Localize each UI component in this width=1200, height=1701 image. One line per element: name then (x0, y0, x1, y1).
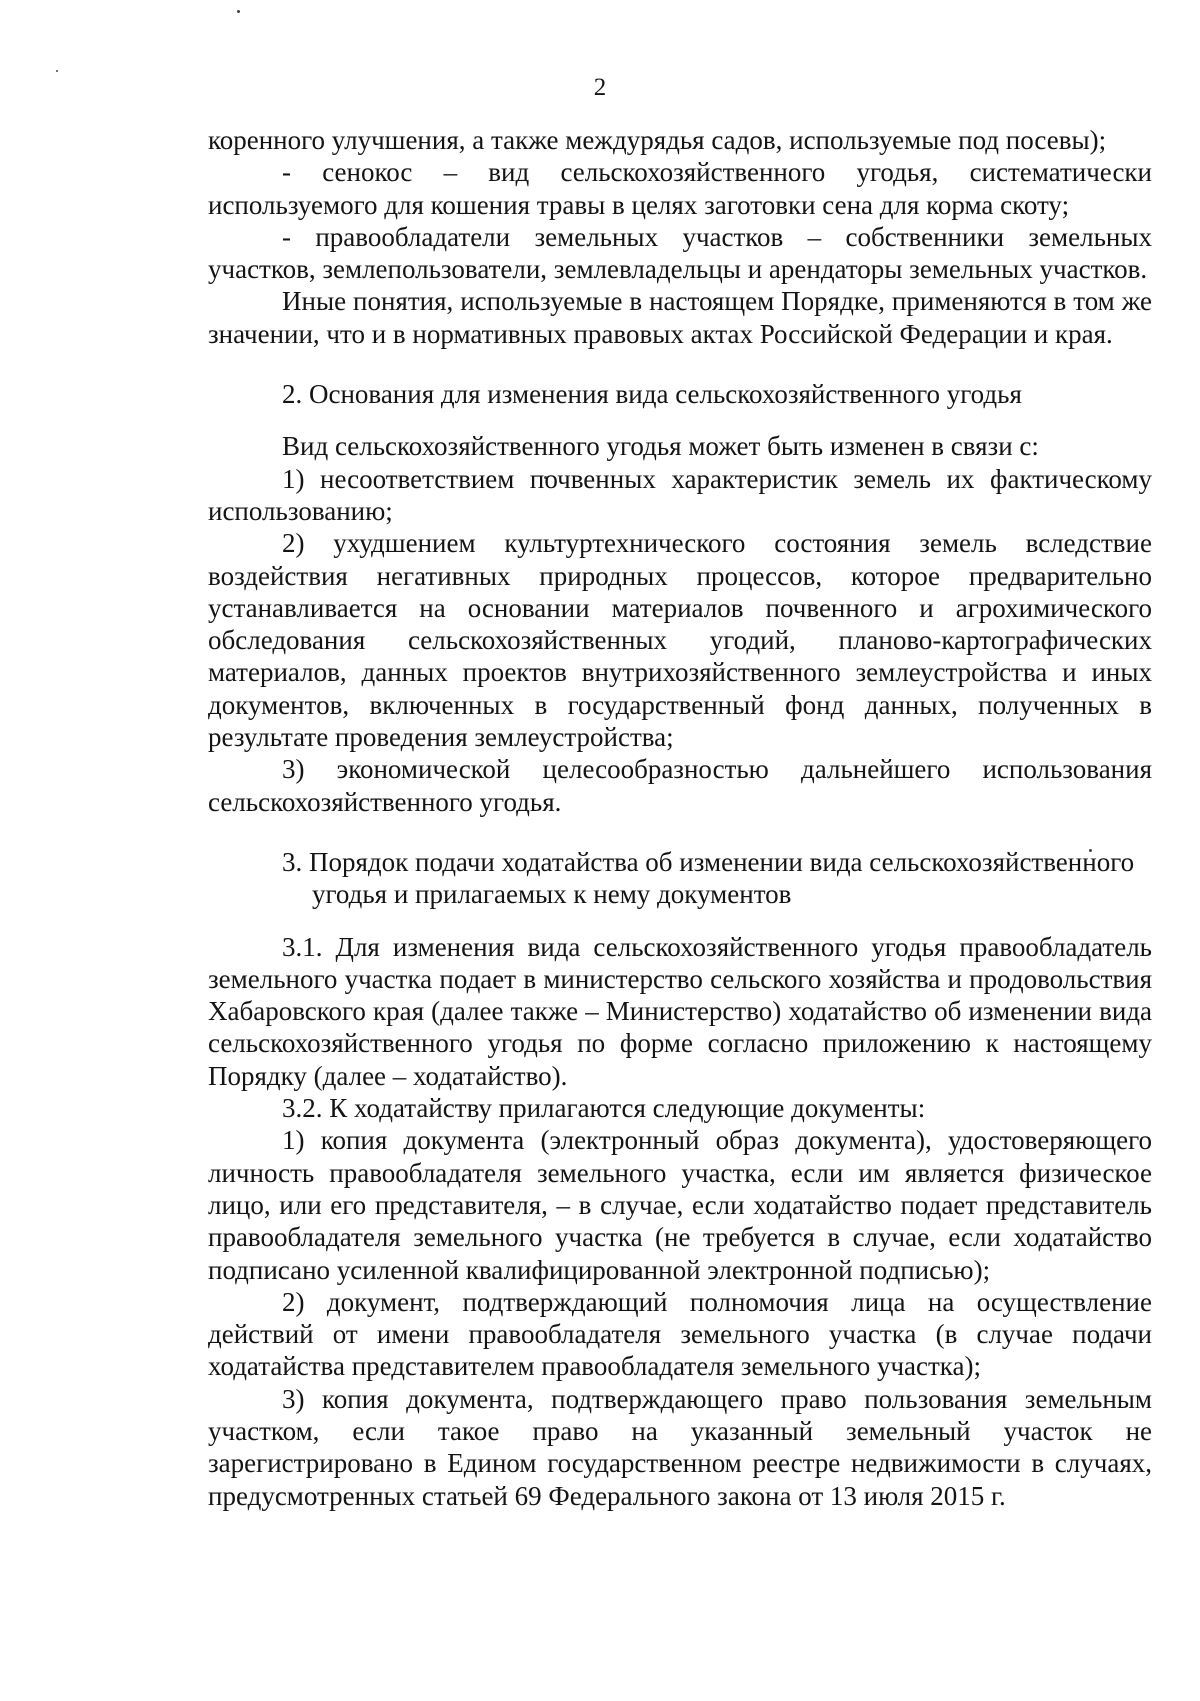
scan-speck (237, 10, 240, 13)
list-item-ground-2: 2) ухудшением культуртехнического состояния земель вследствие воздействия негативных природных процессов, которое предварительно устанавливается на основании материалов почвенного и агрохимического обследования сельскохозяйственных угодий, планово-картографических материалов, данных проектов внутрихозяйственного землеустройства и иных документов, включенных в государственный фонд данных, полученных в результате проведения землеустройства; (208, 528, 1152, 753)
paragraph-other-terms: Иные понятия, используемые в настоящем Порядке, применяются в том же значении, что и в нормативных правовых актах Российской Федерации и края. (208, 286, 1152, 349)
section-heading-3: 3. Порядок подачи ходатайства об изменении вида сельскохозяйственного угодья и прилагаемых к нему документов (282, 846, 1135, 910)
definition-senokos: - сенокос – вид сельскохозяйственного угодья, систематически используемого для кошения травы в целях заготовки сена для корма скоту; (208, 157, 1152, 220)
paragraph-3-1: 3.1. Для изменения вида сельскохозяйственного угодья правообладатель земельного участка подает в министерство сельского хозяйства и продовольствия Хабаровского края (далее также – Министерство) ходатайство об изменении вида сельскохозяйственного угодья по форме согласно приложению к настоящему Порядку (далее – ходатайство). (208, 931, 1152, 1091)
section-heading-2: 2. Основания для изменения вида сельскохозяйственного угодья (282, 379, 1022, 410)
paragraph-3-2: 3.2. К ходатайству прилагаются следующие документы: (282, 1093, 926, 1124)
paragraph-continuation: коренного улучшения, а также междурядья садов, используемые под посевы); (208, 125, 1107, 155)
scan-speck (56, 70, 58, 72)
paragraph-grounds-intro: Вид сельскохозяйственного угодья может быть изменен в связи с: (282, 431, 1039, 462)
definition-pravoobladateli: - правообладатели земельных участков – собственники земельных участков, землепользователи, землевладельцы и арендаторы земельных участков. (208, 221, 1152, 285)
document-body (208, 124, 1152, 1512)
page-number: 2 (593, 74, 607, 101)
list-item-document-3: 3) копия документа, подтверждающего право пользования земельным участком, если такое право на указанный земельный участок не зарегистрировано в Едином государственном реестре недвижимости в случаях, предусмотренных статьей 69 Федерального закона от 13 июля 2015 г. (208, 1383, 1152, 1511)
list-item-ground-3: 3) экономической целесообразностью дальнейшего использования сельскохозяйственного угодья. (208, 754, 1152, 817)
list-item-document-2: 2) документ, подтверждающий полномочия лица на осуществление действий от имени правообладателя земельного участка (в случае подачи ходатайства представителем правообладателя земельного участка); (208, 1286, 1152, 1382)
list-item-ground-1: 1) несоответствием почвенных характеристик земель их фактическому использованию; (208, 463, 1152, 526)
list-item-document-1: 1) копия документа (электронный образ документа), удостоверяющего личность правообладателя земельного участка, если им является физическое лицо, или его представителя, – в случае, если ходатайство подает представитель правообладателя земельного участка (не требуется в случае, если ходатайство подписано усиленной квалифицированной электронной подписью); (208, 1125, 1152, 1285)
